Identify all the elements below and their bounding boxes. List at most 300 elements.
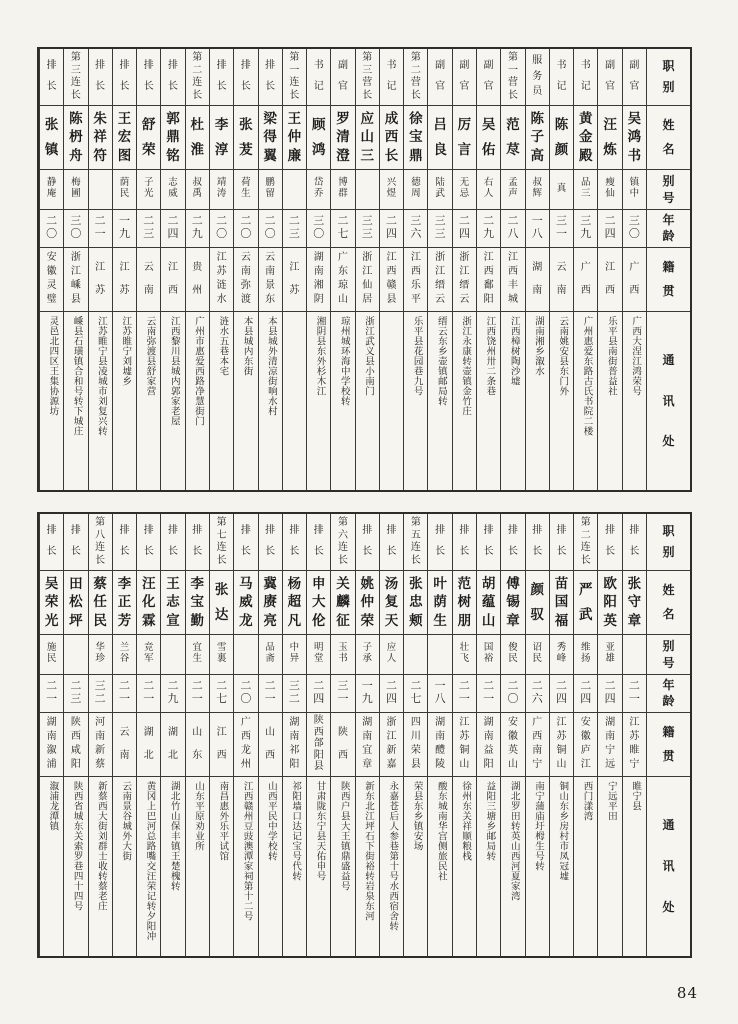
person-column (355, 49, 379, 490)
address-cell (356, 312, 379, 490)
person-column (63, 49, 87, 490)
address-text: 益阳三塘乡邮局转 (484, 781, 495, 861)
age-cell: 二 一 (259, 675, 282, 713)
age-cell: 二 三 (283, 210, 306, 248)
role-cell: 副 官 (623, 49, 646, 106)
age-cell: 三 〇 (623, 210, 646, 248)
age-cell: 二 四 (453, 210, 476, 248)
name-cell: 郭 鼎 铭 (161, 106, 184, 170)
address-text: 广西大涅江鸿荣号 (630, 316, 641, 396)
role-cell: 第 七 连 长 (210, 514, 233, 571)
origin-cell: 江 苏 铜 山 (550, 713, 573, 777)
address-cell (89, 777, 112, 956)
address-cell (380, 312, 403, 490)
header-column (646, 49, 690, 490)
role-cell: 第 八 连 长 (89, 514, 112, 571)
name-cell: 姚 仲 荣 (356, 571, 379, 635)
name-cell: 张 镇 (40, 106, 63, 170)
address-cell (453, 777, 476, 956)
person-column (330, 514, 354, 956)
name-cell: 朱 祥 符 (89, 106, 112, 170)
person-column (63, 514, 87, 956)
name-cell: 李 宝 勤 (186, 571, 209, 635)
age-cell: 二 四 (550, 675, 573, 713)
role-cell: 排 长 (598, 514, 621, 571)
age-cell: 二 四 (574, 675, 597, 713)
age-cell: 三 〇 (307, 210, 330, 248)
person-column (452, 49, 476, 490)
age-cell: 二 一 (453, 675, 476, 713)
address-text: 山西平民中学校转 (265, 781, 276, 861)
address-cell (526, 312, 549, 490)
address-text: 荣县东乡镇安场 (411, 781, 422, 851)
alias-cell: 明 堂 (307, 635, 330, 675)
role-cell: 排 长 (40, 49, 63, 106)
person-column (525, 49, 549, 490)
alias-cell: 陆 武 (428, 170, 451, 210)
alias-cell: 靖 涛 (210, 170, 233, 210)
age-cell: 二 〇 (210, 210, 233, 248)
origin-cell: 江 苏 (89, 248, 112, 312)
origin-cell: 浙 江 新 嘉 (380, 713, 403, 777)
name-cell: 张 茇 (234, 106, 257, 170)
name-cell: 陈 颜 (550, 106, 573, 170)
person-column (500, 49, 524, 490)
role-cell: 第 一 营 长 (501, 49, 524, 106)
person-column (112, 514, 136, 956)
person-column (39, 49, 63, 490)
address-cell (137, 312, 160, 490)
role-cell: 排 长 (307, 514, 330, 571)
origin-cell: 陕 西 郃 阳 县 (307, 713, 330, 777)
address-cell (283, 777, 306, 956)
name-cell: 颜 驭 (526, 571, 549, 635)
role-cell: 第 六 连 长 (331, 514, 354, 571)
header-age: 年 龄 (647, 675, 690, 713)
age-cell: 二 〇 (259, 210, 282, 248)
age-cell: 二 四 (380, 210, 403, 248)
name-cell: 欧 阳 英 (598, 571, 621, 635)
name-cell: 范 荩 (501, 106, 524, 170)
alias-cell: 镇 中 (623, 170, 646, 210)
header-native-place: 籍 贯 (647, 248, 690, 312)
address-text: 西门漾湾 (581, 781, 592, 821)
address-cell (356, 777, 379, 956)
alias-cell: 真 (550, 170, 573, 210)
address-text: 酸东城南华宫侧旅民社 (435, 781, 446, 881)
person-column (452, 514, 476, 956)
person-column (597, 514, 621, 956)
address-cell (623, 312, 646, 490)
address-cell (64, 312, 87, 490)
name-cell: 王 志 宣 (161, 571, 184, 635)
age-cell: 二 〇 (40, 210, 63, 248)
origin-cell: 贵 州 (186, 248, 209, 312)
name-cell: 应 山 三 (356, 106, 379, 170)
role-cell: 排 长 (234, 49, 257, 106)
address-cell (64, 777, 87, 956)
alias-cell (64, 635, 87, 675)
origin-cell: 湖 南 溆 浦 (40, 713, 63, 777)
name-cell: 冀 赓 亮 (259, 571, 282, 635)
name-cell: 李 正 芳 (113, 571, 136, 635)
age-cell: 二 九 (186, 210, 209, 248)
address-cell (40, 777, 63, 956)
header-alias: 别 号 (647, 170, 690, 210)
age-cell: 二 九 (477, 210, 500, 248)
origin-cell: 广 东 琼 山 (331, 248, 354, 312)
name-cell: 吴 鸿 书 (623, 106, 646, 170)
header-address: 通 讯 处 (662, 818, 675, 915)
alias-cell (161, 635, 184, 675)
origin-cell: 安 徽 庐 江 (574, 713, 597, 777)
roster-table-top (37, 47, 692, 492)
address-text: 甘肃陇东宁县天佑申号 (314, 781, 325, 881)
age-cell: 二 一 (137, 675, 160, 713)
alias-cell: 品 三 (574, 170, 597, 210)
role-cell: 排 长 (113, 514, 136, 571)
person-column (622, 514, 646, 956)
origin-cell: 四 川 荣 县 (404, 713, 427, 777)
alias-cell: 竞 军 (137, 635, 160, 675)
address-text: 湘阴县东外杉木江 (314, 316, 325, 396)
name-cell: 成 西 长 (380, 106, 403, 170)
address-text: 涟水五巷本宅 (217, 316, 228, 376)
role-cell: 排 长 (161, 514, 184, 571)
name-cell: 顾 鸿 (307, 106, 330, 170)
age-cell: 二 一 (477, 675, 500, 713)
address-text: 乐平县花园巷九号 (411, 316, 422, 396)
origin-cell: 江 西 丰 城 (501, 248, 524, 312)
role-cell: 书 记 (380, 49, 403, 106)
role-cell: 排 长 (550, 514, 573, 571)
alias-cell: 右 人 (477, 170, 500, 210)
role-cell: 副 官 (453, 49, 476, 106)
age-cell: 二 四 (380, 675, 403, 713)
address-cell (161, 312, 184, 490)
origin-cell: 江 苏 睢 宁 (623, 713, 646, 777)
origin-cell: 江 西 (210, 713, 233, 777)
address-text: 江西饶州卅二条巷 (484, 316, 495, 396)
name-cell: 张 忠 颊 (404, 571, 427, 635)
alias-cell: 施 民 (40, 635, 63, 675)
alias-cell: 俊 民 (501, 635, 524, 675)
address-cell (137, 777, 160, 956)
address-cell (428, 312, 451, 490)
role-cell: 排 长 (477, 514, 500, 571)
address-text: 缙云东乡壶镇邮局转 (435, 316, 446, 406)
name-cell: 罗 清 澄 (331, 106, 354, 170)
person-column (573, 49, 597, 490)
role-cell: 第 三 连 长 (64, 49, 87, 106)
name-cell: 苗 国 福 (550, 571, 573, 635)
age-cell: 二 一 (186, 675, 209, 713)
age-cell: 三 六 (404, 210, 427, 248)
address-text: 徐州东关祥顺粮栈 (460, 781, 471, 861)
header-column (646, 514, 690, 956)
name-cell: 张 守 章 (623, 571, 646, 635)
role-cell: 副 官 (428, 49, 451, 106)
address-text: 湖北竹山保丰镇王楚槐转 (168, 781, 179, 891)
name-cell: 蔡 任 民 (89, 571, 112, 635)
address-cell (210, 777, 233, 956)
origin-cell: 云 南 (137, 248, 160, 312)
alias-cell: 德 周 (404, 170, 427, 210)
person-column (525, 514, 549, 956)
role-cell: 排 长 (453, 514, 476, 571)
person-column (355, 514, 379, 956)
origin-cell: 浙 江 仙 居 (356, 248, 379, 312)
origin-cell: 山 东 (186, 713, 209, 777)
origin-cell: 湖 北 (137, 713, 160, 777)
header-age: 年 龄 (647, 210, 690, 248)
origin-cell: 湖 南 (526, 248, 549, 312)
alias-cell: 荷 生 (234, 170, 257, 210)
role-cell: 书 记 (307, 49, 330, 106)
person-column (549, 49, 573, 490)
person-column (88, 514, 112, 956)
address-text: 江西黎川县城内郭家老屋 (168, 316, 179, 426)
alias-cell: 秀 峰 (550, 635, 573, 675)
address-text: 湖南湘乡溆水 (532, 316, 543, 376)
alias-cell: 瘦 仙 (598, 170, 621, 210)
age-cell: 二 〇 (234, 675, 257, 713)
role-cell: 排 长 (113, 49, 136, 106)
role-cell: 服 务 员 (526, 49, 549, 106)
origin-cell: 江 西 赣 县 (380, 248, 403, 312)
name-cell: 梁 得 翼 (259, 106, 282, 170)
address-text: 山东平原劝业所 (193, 781, 204, 851)
page-number: 84 (676, 984, 698, 1002)
role-cell: 排 长 (356, 514, 379, 571)
person-column (282, 514, 306, 956)
person-column (476, 514, 500, 956)
origin-cell: 湖 南 益 阳 (477, 713, 500, 777)
address-cell (574, 312, 597, 490)
alias-cell: 子 光 (137, 170, 160, 210)
age-cell: 三 二 (283, 675, 306, 713)
origin-cell: 云 南 (113, 713, 136, 777)
origin-cell: 陕 西 咸 阳 (64, 713, 87, 777)
origin-cell: 湖 南 湘 阴 (307, 248, 330, 312)
person-column (427, 49, 451, 490)
person-column (427, 514, 451, 956)
role-cell: 排 长 (210, 49, 233, 106)
address-cell (161, 777, 184, 956)
person-column (209, 514, 233, 956)
person-column (185, 49, 209, 490)
role-cell: 副 官 (598, 49, 621, 106)
address-cell (210, 312, 233, 490)
origin-cell: 浙 江 缙 云 (428, 248, 451, 312)
name-cell: 吕 良 (428, 106, 451, 170)
name-cell: 徐 宝 鼎 (404, 106, 427, 170)
person-column (500, 514, 524, 956)
name-cell: 杨 超 凡 (283, 571, 306, 635)
alias-cell: 应 人 (380, 635, 403, 675)
alias-cell: 华 珍 (89, 635, 112, 675)
age-cell: 一 九 (113, 210, 136, 248)
alias-cell: 孟 声 (501, 170, 524, 210)
header-address: 通 讯 处 (662, 353, 675, 449)
origin-cell: 湖 南 醴 陵 (428, 713, 451, 777)
name-cell: 马 威 龙 (234, 571, 257, 635)
alias-cell: 叔 辉 (526, 170, 549, 210)
address-text: 永嘉苍后人参巷第十号水西宿舍转 (387, 781, 398, 931)
address-text: 江西赣州豆豉澳潭家祠第十二号 (241, 781, 252, 921)
origin-cell: 江 苏 涟 水 (210, 248, 233, 312)
name-cell: 汪 化 霖 (137, 571, 160, 635)
person-column (306, 514, 330, 956)
address-text: 浙江武义县小南门 (363, 316, 374, 396)
address-text: 乐平县南街普益社 (605, 316, 616, 396)
role-cell: 排 长 (623, 514, 646, 571)
person-column (112, 49, 136, 490)
address-text: 云南景谷城外大街 (120, 781, 131, 861)
address-cell (526, 777, 549, 956)
address-text: 江苏睢宁县凌城市刘复兴转 (95, 316, 106, 436)
role-cell: 第 二 营 长 (404, 49, 427, 106)
age-cell: 二 四 (598, 675, 621, 713)
origin-cell: 江 西 (598, 248, 621, 312)
person-column (185, 514, 209, 956)
address-text: 铜山东乡房村市凤冠墟 (557, 781, 568, 881)
person-column (258, 514, 282, 956)
header-name: 姓 名 (647, 571, 690, 635)
address-cell (113, 777, 136, 956)
address-cell (283, 312, 306, 490)
name-cell: 田 松 坪 (64, 571, 87, 635)
name-cell: 黄 金 殿 (574, 106, 597, 170)
name-cell: 汤 复 天 (380, 571, 403, 635)
origin-cell: 江 西 (161, 248, 184, 312)
age-cell: 一 八 (526, 210, 549, 248)
address-cell (623, 777, 646, 956)
age-cell: 二 七 (331, 210, 354, 248)
header-native-place: 籍 贯 (647, 713, 690, 777)
name-cell: 王 宏 图 (113, 106, 136, 170)
address-text: 云南弥渡县舒家营 (144, 316, 155, 396)
role-cell: 排 长 (40, 514, 63, 571)
alias-cell: 子 承 (356, 635, 379, 675)
origin-cell: 湖 南 祁 阳 (283, 713, 306, 777)
address-cell (477, 777, 500, 956)
address-text: 陕西户县大王镇鼎盛益号 (338, 781, 349, 891)
alias-cell: 壮 飞 (453, 635, 476, 675)
age-cell: 二 一 (40, 675, 63, 713)
address-cell (574, 777, 597, 956)
age-cell: 一 九 (356, 675, 379, 713)
name-cell: 汪 炼 (598, 106, 621, 170)
origin-cell: 湖 南 宁 远 (598, 713, 621, 777)
age-cell: 三 三 (356, 210, 379, 248)
alias-cell: 无 忌 (453, 170, 476, 210)
role-cell: 排 长 (64, 514, 87, 571)
alias-cell: 玉 书 (331, 635, 354, 675)
address-text: 湖北罗田转英山西河夏家湾 (508, 781, 519, 901)
alias-cell: 梅 圃 (64, 170, 87, 210)
role-cell: 副 官 (331, 49, 354, 106)
address-text: 南宁蒲庙圩栂生号转 (532, 781, 543, 871)
name-cell: 张 达 (210, 571, 233, 635)
address-cell (186, 777, 209, 956)
address-cell (380, 777, 403, 956)
address-cell (307, 777, 330, 956)
role-cell: 排 长 (234, 514, 257, 571)
alias-cell: 志 威 (161, 170, 184, 210)
address-text: 江苏睢宁刘墟乡 (120, 316, 131, 386)
alias-cell (356, 170, 379, 210)
role-cell: 排 长 (259, 49, 282, 106)
alias-cell: 博 群 (331, 170, 354, 210)
person-column (476, 49, 500, 490)
address-cell (428, 777, 451, 956)
address-text: 新蔡西大街刘群士收转蔡老庄 (95, 781, 106, 911)
age-cell: 二 四 (307, 675, 330, 713)
address-text: 南昌惠外乐平试馆 (217, 781, 228, 861)
age-cell: 三 二 (89, 675, 112, 713)
origin-cell: 云 南 (550, 248, 573, 312)
origin-cell: 江 苏 (283, 248, 306, 312)
role-cell: 第 二 连 长 (186, 49, 209, 106)
role-cell: 排 长 (89, 49, 112, 106)
age-cell: 二 〇 (234, 210, 257, 248)
name-cell: 范 树 朋 (453, 571, 476, 635)
origin-cell: 广 西 南 宁 (526, 713, 549, 777)
origin-cell: 河 南 新 蔡 (89, 713, 112, 777)
origin-cell: 安 徽 灵 璧 (40, 248, 63, 312)
age-cell: 一 八 (428, 675, 451, 713)
address-cell (259, 777, 282, 956)
person-column (379, 514, 403, 956)
address-cell (501, 777, 524, 956)
person-column (160, 514, 184, 956)
origin-cell: 云 南 景 东 (259, 248, 282, 312)
address-text: 黄冈上巴河总路嘴交汪荣记转夕阳冲 (144, 781, 155, 941)
address-cell (234, 312, 257, 490)
alias-cell: 静 庵 (40, 170, 63, 210)
alias-cell: 品 斋 (259, 635, 282, 675)
alias-cell: 兴 煜 (380, 170, 403, 210)
origin-cell: 广 西 (574, 248, 597, 312)
role-cell: 排 长 (161, 49, 184, 106)
person-column (233, 49, 257, 490)
origin-cell: 江 苏 (113, 248, 136, 312)
alias-cell (89, 170, 112, 210)
alias-cell: 中 异 (283, 635, 306, 675)
person-column (282, 49, 306, 490)
alias-cell: 诏 民 (526, 635, 549, 675)
address-text: 嵊县石璜镇合和号转下城庄 (71, 316, 82, 436)
name-cell: 胡 蕴 山 (477, 571, 500, 635)
age-cell: 二 四 (598, 210, 621, 248)
address-cell (501, 312, 524, 490)
age-cell: 二 七 (210, 675, 233, 713)
person-column (88, 49, 112, 490)
address-text: 灵邑北四区王集协源坊 (47, 316, 58, 416)
person-column (306, 49, 330, 490)
role-cell: 排 长 (137, 49, 160, 106)
role-cell: 第 一 连 长 (283, 49, 306, 106)
origin-cell: 江 西 乐 平 (404, 248, 427, 312)
address-cell (259, 312, 282, 490)
name-cell: 李 淳 (210, 106, 233, 170)
alias-cell: 鹏 留 (259, 170, 282, 210)
role-cell: 排 长 (526, 514, 549, 571)
name-cell: 申 大 伦 (307, 571, 330, 635)
alias-cell: 雪 裏 (210, 635, 233, 675)
age-cell: 二 一 (113, 675, 136, 713)
